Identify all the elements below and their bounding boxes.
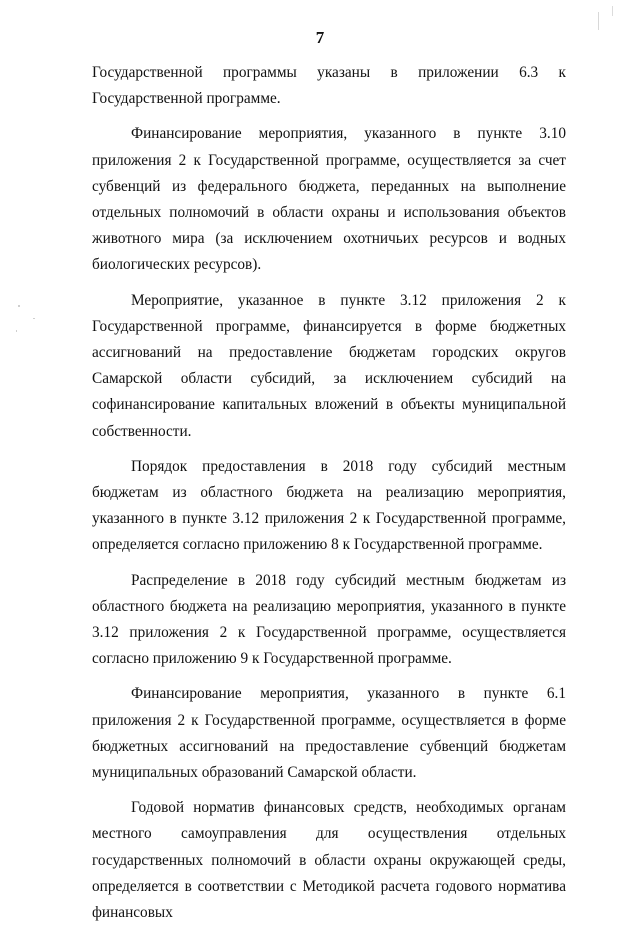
paragraph-annual-standard: Годовой норматив финансовых средств, необходимых органам местного самоуправления для осуществления отдельных государственных полномочий в области охраны окружающей среды, определяется в соответствии с Методикой расчета годового норматива финансовых [92,799,566,922]
document-body [92,60,566,935]
paragraph-measure-3-12: Мероприятие, указанное в пункте 3.12 приложения 2 к Государственной программе, финансируется в форме бюджетных ассигнований на предоставление бюджетам городских округов Самарской области субсидий, за исключением субсидий на софинансирование капитальных вложений в объекты муниципальной собственности. [92,291,566,440]
scan-speck [18,305,20,307]
scan-line [612,6,613,16]
scan-line [598,12,599,30]
paragraph-financing-3-10: Финансирование мероприятия, указанного в пункте 3.10 приложения 2 к Государственной программе, осуществляется за счет субвенций из федерального бюджета, переданных на выполнение отдельных полномочий в области охраны и использования объектов животного мира (за исключением охотничьих ресурсов и водных биологических ресурсов). [92,125,566,274]
paragraph-continuation: Государственной программы указаны в приложении 6.3 к Государственной программе. [92,64,566,108]
paragraph-financing-6-1: Финансирование мероприятия, указанного в пункте 6.1 приложения 2 к Государственной программе, осуществляется в форме бюджетных ассигнований на предоставление субвенций бюджетам муниципальных образований Самарской области. [92,685,566,782]
page-number: 7 [315,28,325,47]
scan-speck [33,318,35,319]
paragraph-subsidy-distribution: Распределение в 2018 году субсидий местным бюджетам из областного бюджета на реализацию мероприятия, указанного в пункте 3.12 приложения 2 к Государственной программе, осуществляется согласно приложению 9 к Государственной программе. [92,571,566,668]
paragraph-subsidy-procedure: Порядок предоставления в 2018 году субсидий местным бюджетам из областного бюджета на реализацию мероприятия, указанного в пункте 3.12 приложения 2 к Государственной программе, определяется согласно приложению 8 к Государственной программе. [92,457,566,554]
scan-speck [16,330,17,332]
